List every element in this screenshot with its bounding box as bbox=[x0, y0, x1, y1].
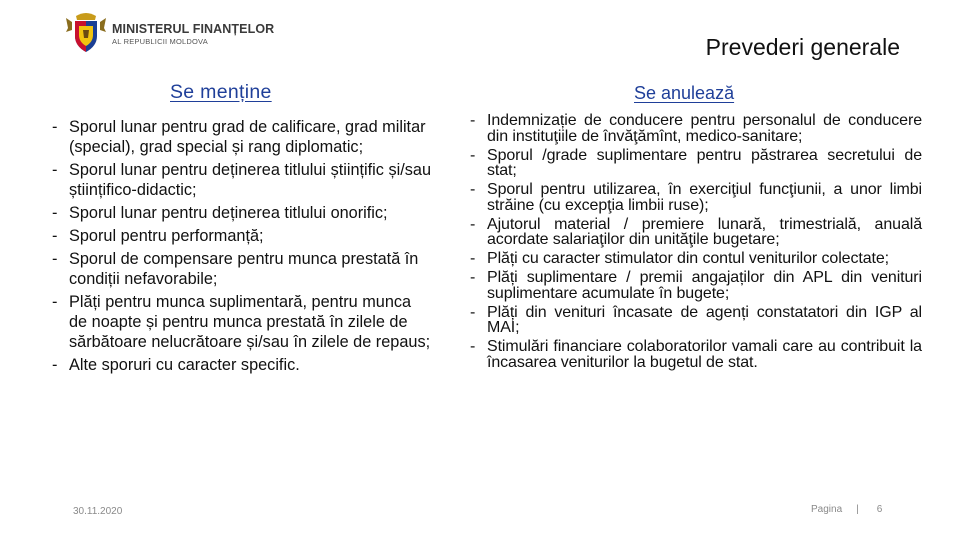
footer-pagination bbox=[811, 504, 882, 515]
moldova-coat-of-arms-icon bbox=[66, 12, 106, 56]
logo-ministry-country: AL REPUBLICII MOLDOVA bbox=[112, 37, 208, 46]
list-item: - Sporul lunar pentru deținerea titlului onorific; bbox=[69, 203, 433, 223]
list-item: - Plăți din venituri încasate de agenți constatatori din IGP al MAI; bbox=[487, 305, 922, 336]
list-item: - Sporul lunar pentru deținerea titlului științific și/sau științifico-didactic; bbox=[69, 160, 433, 200]
footer-date: 30.11.2020 bbox=[73, 506, 123, 517]
page-separator: | bbox=[856, 504, 859, 515]
page-label: Pagina bbox=[811, 504, 843, 515]
cancelled-benefits-list bbox=[487, 113, 922, 374]
list-item: - Stimulări financiare colaboratorilor vamali care au contribuit la încasarea veniturilor la bugetul de stat. bbox=[487, 339, 922, 370]
page-number: 6 bbox=[876, 504, 883, 515]
list-item: - Sporul /grade suplimentare pentru păstrarea secretului de stat; bbox=[487, 148, 922, 179]
list-item: - Sporul pentru performanță; bbox=[69, 226, 433, 246]
list-item: - Ajutorul material / premiere lunară, trimestrială, anuală acordate salariaţilor din unităţile bugetare; bbox=[487, 217, 922, 248]
list-item: - Indemnizație de conducere pentru personalul de conducere din instituţiile de învăţămînt, medico-sanitare; bbox=[487, 113, 922, 144]
list-item: - Sporul lunar pentru grad de calificare, grad militar (special), grad special și rang diplomatic; bbox=[69, 117, 433, 157]
list-item: - Plăți suplimentare / premii angajaților din APL din venituri suplimentare acumulate în bugete; bbox=[487, 270, 922, 301]
list-item: - Sporul pentru utilizarea, în exerciţiul funcţiunii, a unor limbi străine (cu excepţia limbii ruse); bbox=[487, 182, 922, 213]
list-item: - Sporul de compensare pentru munca prestată în condiții nefavorabile; bbox=[69, 249, 433, 289]
list-item: - Plăți cu caracter stimulator din contul veniturilor colectate; bbox=[487, 251, 922, 267]
logo-ministry-name: MINISTERUL FINANȚELOR bbox=[112, 21, 275, 36]
slide-title: Prevederi generale bbox=[705, 34, 900, 60]
maintained-benefits-list bbox=[69, 117, 433, 378]
ministry-logo bbox=[66, 12, 274, 56]
right-column-heading: Se anulează bbox=[634, 83, 735, 103]
left-column-heading: Se menține bbox=[170, 81, 272, 103]
list-item: - Plăți pentru munca suplimentară, pentru munca de noapte și pentru munca prestată în zilele de sărbătoare nelucrătoare și/sau în zilele de repaus; bbox=[69, 292, 433, 352]
list-item: - Alte sporuri cu caracter specific. bbox=[69, 355, 433, 375]
